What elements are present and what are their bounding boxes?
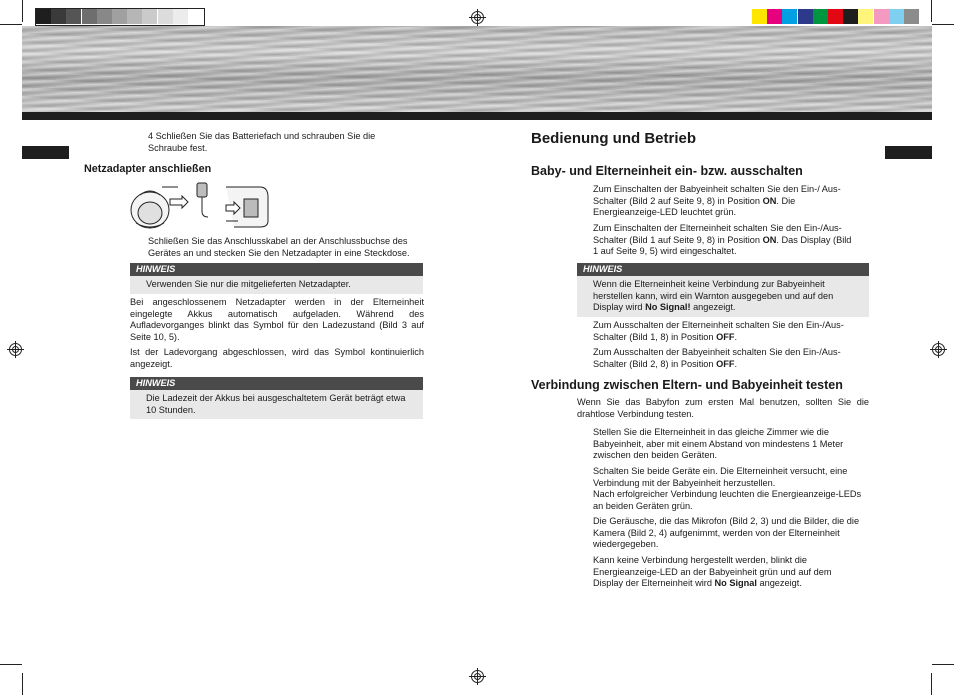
- charging-paragraph: Bei angeschlossenem Netzadapter werden in der Elterneinheit eingelegte Akkus automatisch aufgeladen. Während des Aufladevorganges blinkt das Symbol für den Ladezustand (Bild 3 auf Seite 10, 5).: [130, 297, 424, 342]
- crop-mark: [931, 0, 932, 22]
- crop-mark: [22, 0, 23, 22]
- color-swatch: [858, 9, 873, 24]
- crop-mark: [0, 664, 22, 665]
- test-intro: Wenn Sie das Babyfon zum ersten Mal benutzen, sollten Sie die drahtlose Verbindung testen.: [577, 397, 869, 419]
- registration-mark-icon: [932, 343, 945, 356]
- connect-instructions: Schließen Sie das Anschlusskabel an der Anschlussbuchse des Gerätes an und stecken Sie den Netzadapter in eine Steckdose.: [148, 236, 410, 258]
- crop-mark: [22, 673, 23, 695]
- crop-mark: [932, 24, 954, 25]
- parent-on-instructions: Zum Einschalten der Elterneinheit schalten Sie den Ein-/Aus-Schalter (Bild 1 auf Seite 9, 8) in Position ON. Das Display (Bild 1 auf Seite 9, 5) wird eingeschaltet.: [593, 223, 852, 257]
- color-swatch: [889, 9, 904, 24]
- header-banner: [22, 26, 932, 112]
- page-tab-right: [885, 146, 932, 159]
- color-swatch: [828, 9, 843, 24]
- header-rule: [22, 112, 932, 120]
- crop-mark: [932, 664, 954, 665]
- note-body: Verwenden Sie nur die mitgelieferten Netzadapter.: [130, 276, 423, 294]
- registration-mark-icon: [471, 670, 484, 683]
- registration-mark-icon: [471, 11, 484, 24]
- note-header: HINWEIS: [577, 263, 869, 276]
- crop-mark: [0, 24, 22, 25]
- page-tab-left: [22, 146, 69, 159]
- adapter-illustration: [126, 177, 276, 235]
- note-header: HINWEIS: [130, 377, 423, 390]
- test-step-2: Schalten Sie beide Geräte ein. Die Elterneinheit versucht, eine Verbindung mit der Babyeinheit herzustellen.: [593, 466, 848, 488]
- color-swatch: [798, 9, 813, 24]
- parent-off-instructions: Zum Ausschalten der Elterneinheit schalten Sie den Ein-/Aus-Schalter (Bild 1, 8) in Position OFF.: [593, 320, 844, 342]
- step-4: 4 Schließen Sie das Batteriefach und schrauben Sie die Schraube fest.: [148, 131, 376, 153]
- registration-mark-icon: [9, 343, 22, 356]
- color-swatch: [752, 9, 767, 24]
- subtitle-power: Baby- und Elterneinheit ein- bzw. ausschalten: [531, 164, 803, 178]
- color-swatch: [782, 9, 797, 24]
- test-step-1: Stellen Sie die Elterneinheit in das gleiche Zimmer wie die Babyeinheit, aber mit einem Abstand von mindestens 1 Meter zwischen den beiden Geräten.: [593, 427, 844, 461]
- color-swatch: [904, 9, 919, 24]
- section-title: Netzadapter anschließen: [84, 163, 212, 175]
- page-title: Bedienung und Betrieb: [531, 130, 696, 147]
- grayscale-bar-frame: [35, 8, 205, 26]
- note-body: Die Ladezeit der Akkus bei ausgeschaltetem Gerät beträgt etwa 10 Stunden.: [130, 390, 423, 419]
- crop-mark: [931, 673, 932, 695]
- test-step-2b: Nach erfolgreicher Verbindung leuchten die Energieanzeige-LEDs an beiden Geräten grün.: [593, 489, 862, 511]
- charging-complete-paragraph: Ist der Ladevorgang abgeschlossen, wird das Symbol kontinuierlich angezeigt.: [130, 347, 424, 369]
- baby-off-instructions: Zum Ausschalten der Babyeinheit schalten Sie den Ein-/Aus-Schalter (Bild 2, 8) in Position OFF.: [593, 347, 841, 369]
- test-step-3: Die Geräusche, die das Mikrofon (Bild 2, 3) und die Bilder, die die Kamera (Bild 2, 4) aufgenimmt, werden von der Elterneinheit wiedergegeben.: [593, 516, 860, 550]
- color-swatch: [767, 9, 782, 24]
- color-swatch: [813, 9, 828, 24]
- baby-on-instructions: Zum Einschalten der Babyeinheit schalten Sie den Ein-/ Aus-Schalter (Bild 2 auf Seite 9, 8) in Position ON. Die Energieanzeige-LED leuchtet grün.: [593, 184, 841, 218]
- test-step-4: Kann keine Verbindung hergestellt werden, blinkt die Energieanzeige-LED an der Babyeinheit grün und auf dem Display der Elterneinheit wird No Signal angezeigt.: [593, 555, 832, 589]
- note-body: Wenn die Elterneinheit keine Verbindung zur Babyeinheit herstellen kann, wird ein Warnton ausgegeben und auf den Display wird No Signal! angezeigt.: [577, 276, 869, 317]
- subtitle-test: Verbindung zwischen Eltern- und Babyeinheit testen: [531, 378, 843, 392]
- color-swatch: [843, 9, 858, 24]
- color-swatch: [874, 9, 889, 24]
- note-header: HINWEIS: [130, 263, 423, 276]
